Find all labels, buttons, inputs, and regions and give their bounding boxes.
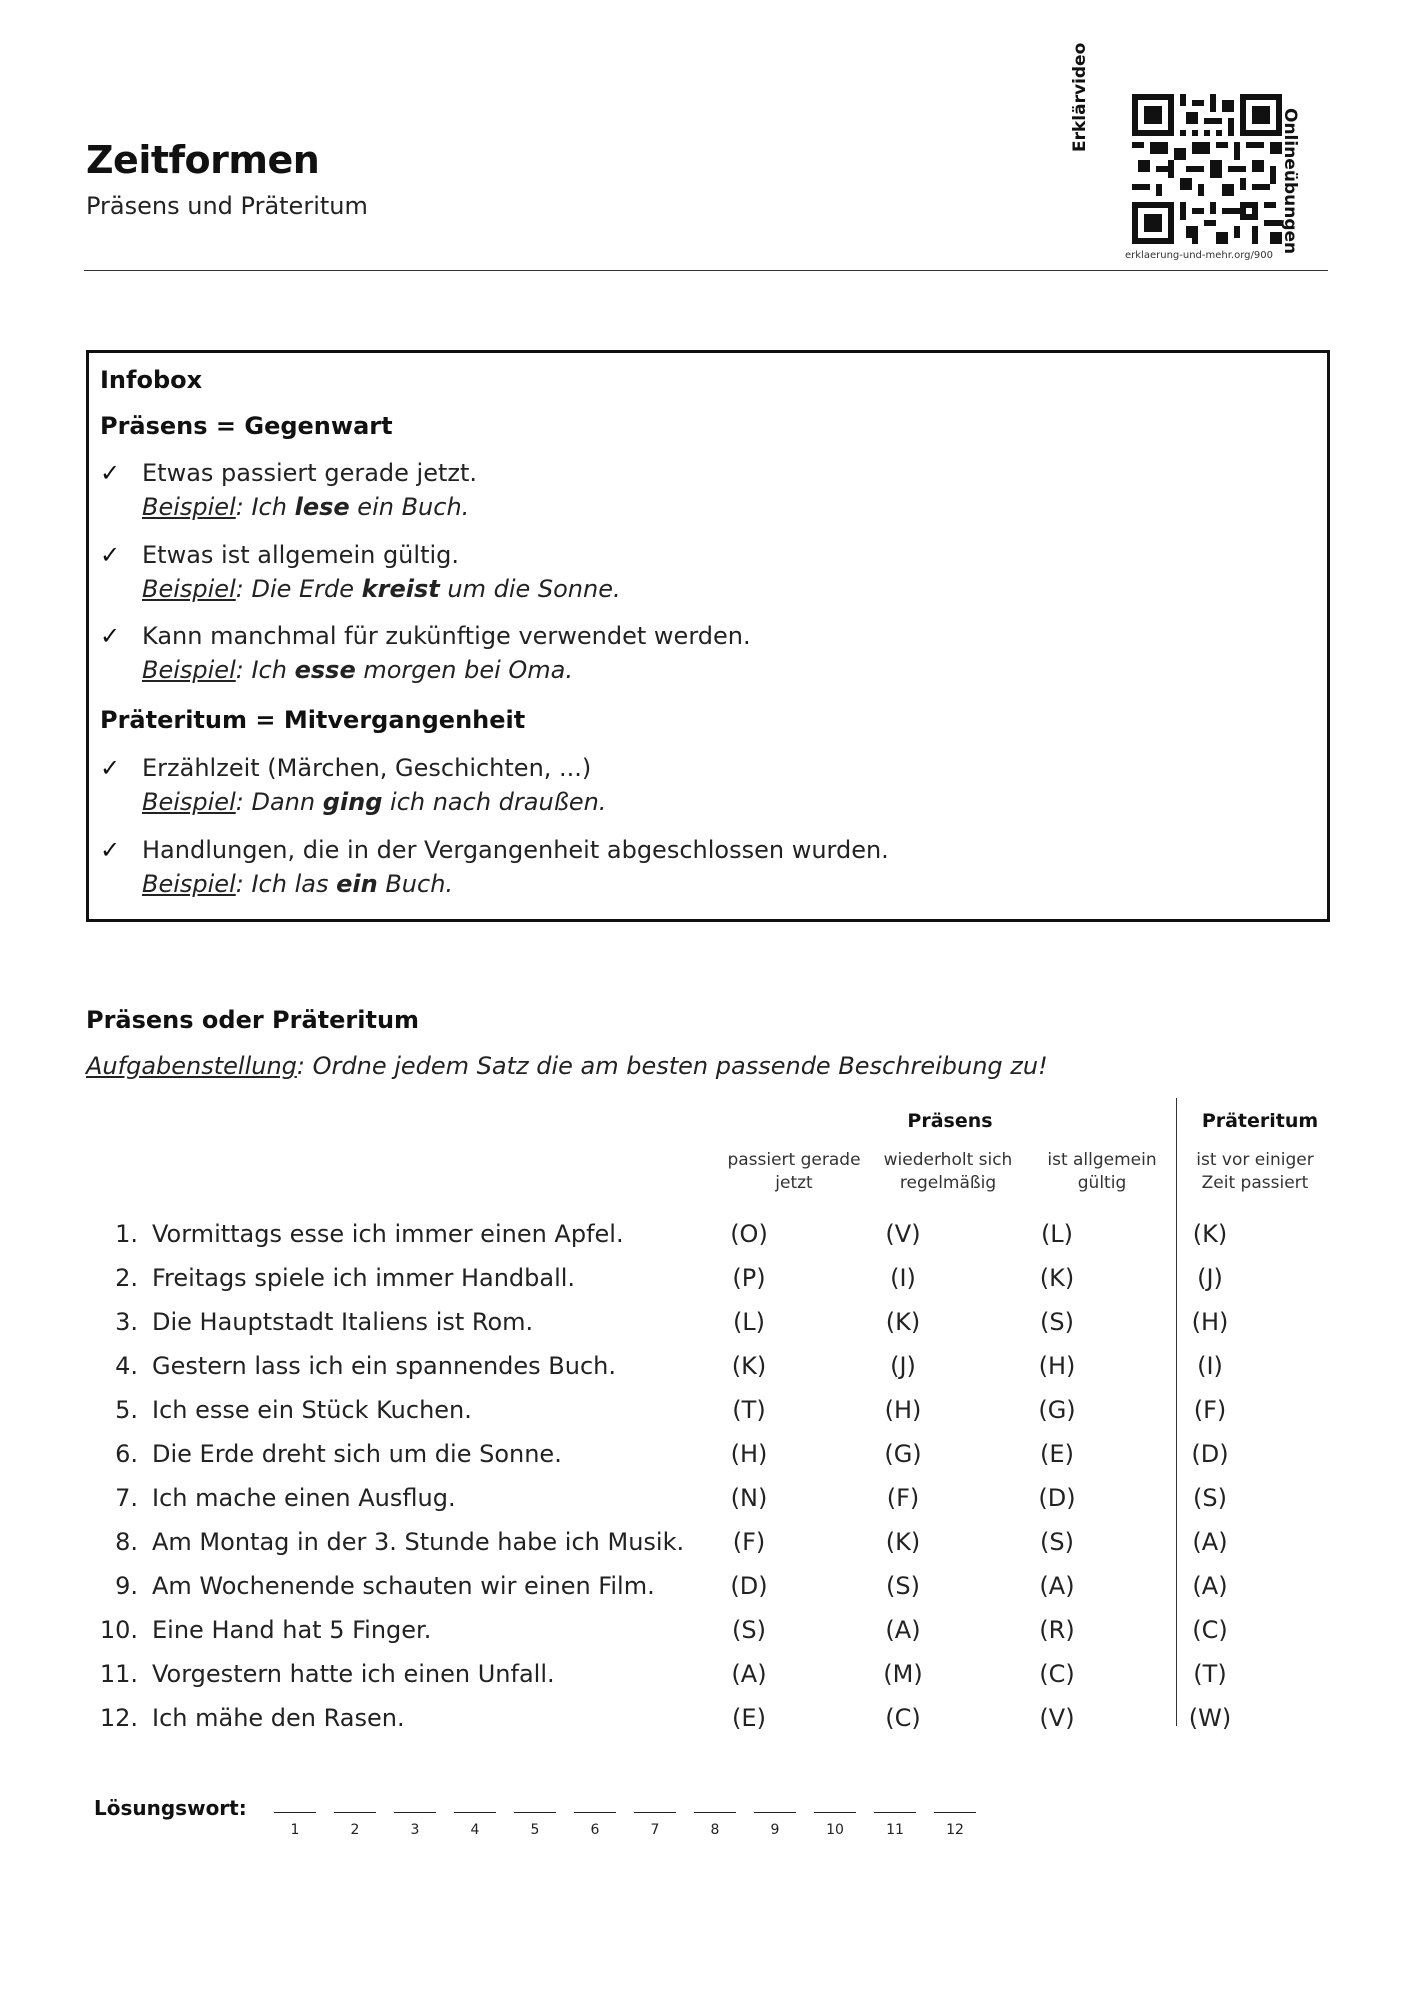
answer-option[interactable]: (A) bbox=[1192, 1528, 1228, 1556]
row-sentence: Ich mache einen Ausflug. bbox=[152, 1484, 456, 1512]
row-number: 7. bbox=[115, 1484, 138, 1512]
answer-option[interactable]: (C) bbox=[885, 1704, 921, 1732]
info-item-example: Beispiel: Dann ging ich nach draußen. bbox=[142, 788, 607, 816]
row-number: 6. bbox=[115, 1440, 138, 1468]
solution-blank[interactable] bbox=[334, 1812, 376, 1813]
info-item-text: Etwas passiert gerade jetzt. bbox=[142, 459, 478, 487]
answer-option[interactable]: (D) bbox=[730, 1572, 768, 1600]
row-number: 4. bbox=[115, 1352, 138, 1380]
exercise-title: Präsens oder Präteritum bbox=[86, 1006, 420, 1034]
column-header: passiert gerade jetzt bbox=[727, 1150, 861, 1193]
solution-blank-number: 8 bbox=[710, 1822, 720, 1838]
answer-option[interactable]: (G) bbox=[884, 1440, 922, 1468]
answer-option[interactable]: (A) bbox=[731, 1660, 767, 1688]
solution-blank-number: 11 bbox=[886, 1822, 904, 1838]
answer-option[interactable]: (L) bbox=[1040, 1220, 1074, 1248]
column-header: ist allgemein gültig bbox=[1047, 1150, 1157, 1193]
row-sentence: Am Wochenende schauten wir einen Film. bbox=[152, 1572, 655, 1600]
task-instruction: Aufgabenstellung: Ordne jedem Satz die am besten passende Beschreibung zu! bbox=[86, 1052, 1048, 1080]
answer-option[interactable]: (S) bbox=[886, 1572, 920, 1600]
group-praeteritum: Präteritum bbox=[1201, 1110, 1319, 1132]
row-sentence: Vorgestern hatte ich einen Unfall. bbox=[152, 1660, 555, 1688]
answer-option[interactable]: (S) bbox=[732, 1616, 766, 1644]
row-number: 10. bbox=[99, 1616, 138, 1644]
solution-blank[interactable] bbox=[514, 1812, 556, 1813]
answer-option[interactable]: (J) bbox=[1197, 1264, 1223, 1292]
answer-option[interactable]: (A) bbox=[1192, 1572, 1228, 1600]
info-item-example: Beispiel: Die Erde kreist um die Sonne. bbox=[142, 575, 621, 603]
answer-option[interactable]: (S) bbox=[1040, 1308, 1074, 1336]
check-icon: ✓ bbox=[100, 622, 121, 650]
answer-option[interactable]: (S) bbox=[1040, 1528, 1074, 1556]
info-item-example: Beispiel: Ich esse morgen bei Oma. bbox=[142, 656, 574, 684]
page-title: Zeitformen bbox=[86, 138, 320, 182]
answer-option[interactable]: (E) bbox=[1040, 1440, 1074, 1468]
answer-option[interactable]: (S) bbox=[1193, 1484, 1227, 1512]
row-number: 1. bbox=[115, 1220, 138, 1248]
row-number: 5. bbox=[115, 1396, 138, 1424]
answer-option[interactable]: (C) bbox=[1192, 1616, 1228, 1644]
answer-option[interactable]: (C) bbox=[1039, 1660, 1075, 1688]
answer-option[interactable]: (O) bbox=[730, 1220, 768, 1248]
solution-blank[interactable] bbox=[394, 1812, 436, 1813]
solution-blank[interactable] bbox=[634, 1812, 676, 1813]
answer-option[interactable]: (K) bbox=[1039, 1264, 1075, 1292]
answer-option[interactable]: (T) bbox=[732, 1396, 766, 1424]
row-number: 3. bbox=[115, 1308, 138, 1336]
row-sentence: Ich mähe den Rasen. bbox=[152, 1704, 405, 1732]
row-sentence: Vormittags esse ich immer einen Apfel. bbox=[152, 1220, 624, 1248]
answer-option[interactable]: (A) bbox=[1039, 1572, 1075, 1600]
row-number: 8. bbox=[115, 1528, 138, 1556]
row-sentence: Ich esse ein Stück Kuchen. bbox=[152, 1396, 472, 1424]
online-exercises-label: Onlineübungen bbox=[1280, 108, 1300, 255]
answer-option[interactable]: (K) bbox=[731, 1352, 767, 1380]
solution-blank-number: 6 bbox=[590, 1822, 600, 1838]
answer-option[interactable]: (R) bbox=[1039, 1616, 1075, 1644]
info-item-text: Erzählzeit (Märchen, Geschichten, ...) bbox=[142, 754, 592, 782]
video-label: Erklärvideo bbox=[1070, 42, 1090, 152]
row-sentence: Die Hauptstadt Italiens ist Rom. bbox=[152, 1308, 534, 1336]
solution-blank-number: 10 bbox=[826, 1822, 844, 1838]
answer-option[interactable]: (D) bbox=[1038, 1484, 1076, 1512]
solution-label: Lösungswort: bbox=[94, 1796, 247, 1820]
praeteritum-heading: Präteritum = Mitvergangenheit bbox=[100, 706, 526, 734]
solution-blank[interactable] bbox=[694, 1812, 736, 1813]
answer-option[interactable]: (F) bbox=[732, 1528, 766, 1556]
qr-caption: erklaerung-und-mehr.org/900 bbox=[1125, 250, 1273, 261]
answer-option[interactable]: (H) bbox=[1038, 1352, 1076, 1380]
solution-blank[interactable] bbox=[934, 1812, 976, 1813]
column-header: ist vor einiger Zeit passiert bbox=[1196, 1150, 1314, 1193]
answer-option[interactable]: (H) bbox=[1191, 1308, 1229, 1336]
answer-option[interactable]: (E) bbox=[732, 1704, 766, 1732]
row-sentence: Am Montag in der 3. Stunde habe ich Musik. bbox=[152, 1528, 685, 1556]
qr-code-icon[interactable] bbox=[1132, 94, 1282, 244]
solution-blank[interactable] bbox=[274, 1812, 316, 1813]
header-divider bbox=[84, 270, 1328, 271]
solution-blank[interactable] bbox=[874, 1812, 916, 1813]
answer-option[interactable]: (J) bbox=[890, 1352, 916, 1380]
row-number: 11. bbox=[99, 1660, 138, 1688]
solution-blank-number: 9 bbox=[770, 1822, 780, 1838]
praesens-heading: Präsens = Gegenwart bbox=[100, 412, 393, 440]
row-number: 2. bbox=[115, 1264, 138, 1292]
solution-blank[interactable] bbox=[574, 1812, 616, 1813]
info-item-text: Kann manchmal für zukünftige verwendet werden. bbox=[142, 622, 751, 650]
solution-blank-number: 2 bbox=[350, 1822, 360, 1838]
solution-blank[interactable] bbox=[754, 1812, 796, 1813]
answer-option[interactable]: (V) bbox=[1039, 1704, 1075, 1732]
info-item-example: Beispiel: Ich lese ein Buch. bbox=[142, 493, 470, 521]
answer-option[interactable]: (K) bbox=[1192, 1220, 1228, 1248]
answer-option[interactable]: (K) bbox=[885, 1528, 921, 1556]
answer-option[interactable]: (K) bbox=[885, 1308, 921, 1336]
solution-blank-number: 12 bbox=[946, 1822, 964, 1838]
info-item-example: Beispiel: Ich las ein Buch. bbox=[142, 870, 454, 898]
answer-option[interactable]: (P) bbox=[732, 1264, 766, 1292]
answer-option[interactable]: (A) bbox=[885, 1616, 921, 1644]
solution-blank-number: 1 bbox=[290, 1822, 300, 1838]
answer-option[interactable]: (W) bbox=[1188, 1704, 1232, 1732]
answer-option[interactable]: (M) bbox=[883, 1660, 923, 1688]
answer-option[interactable]: (F) bbox=[1193, 1396, 1227, 1424]
solution-blank-number: 4 bbox=[470, 1822, 480, 1838]
answer-option[interactable]: (N) bbox=[730, 1484, 768, 1512]
info-item-text: Etwas ist allgemein gültig. bbox=[142, 541, 460, 569]
row-sentence: Die Erde dreht sich um die Sonne. bbox=[152, 1440, 562, 1468]
infobox-title: Infobox bbox=[100, 366, 203, 394]
answer-option[interactable]: (F) bbox=[886, 1484, 920, 1512]
answer-option[interactable]: (H) bbox=[730, 1440, 768, 1468]
check-icon: ✓ bbox=[100, 754, 121, 782]
row-number: 9. bbox=[115, 1572, 138, 1600]
info-item-text: Handlungen, die in der Vergangenheit abgeschlossen wurden. bbox=[142, 836, 889, 864]
group-praesens: Präsens bbox=[907, 1110, 993, 1132]
answer-option[interactable]: (I) bbox=[1197, 1352, 1223, 1380]
column-header: wiederholt sich regelmäßig bbox=[883, 1150, 1013, 1193]
row-sentence: Eine Hand hat 5 Finger. bbox=[152, 1616, 432, 1644]
answer-option[interactable]: (T) bbox=[1193, 1660, 1227, 1688]
answer-option[interactable]: (G) bbox=[1038, 1396, 1076, 1424]
solution-blank-number: 3 bbox=[410, 1822, 420, 1838]
check-icon: ✓ bbox=[100, 459, 121, 487]
answer-option[interactable]: (H) bbox=[884, 1396, 922, 1424]
answer-option[interactable]: (D) bbox=[1191, 1440, 1229, 1468]
solution-blank-number: 7 bbox=[650, 1822, 660, 1838]
row-sentence: Gestern lass ich ein spannendes Buch. bbox=[152, 1352, 617, 1380]
answer-option[interactable]: (L) bbox=[732, 1308, 766, 1336]
row-sentence: Freitags spiele ich immer Handball. bbox=[152, 1264, 576, 1292]
page-subtitle: Präsens und Präteritum bbox=[86, 192, 368, 220]
check-icon: ✓ bbox=[100, 541, 121, 569]
check-icon: ✓ bbox=[100, 836, 121, 864]
solution-blank-number: 5 bbox=[530, 1822, 540, 1838]
solution-blank[interactable] bbox=[814, 1812, 856, 1813]
answer-option[interactable]: (I) bbox=[890, 1264, 916, 1292]
answer-option[interactable]: (V) bbox=[885, 1220, 921, 1248]
row-number: 12. bbox=[99, 1704, 138, 1732]
solution-blank[interactable] bbox=[454, 1812, 496, 1813]
